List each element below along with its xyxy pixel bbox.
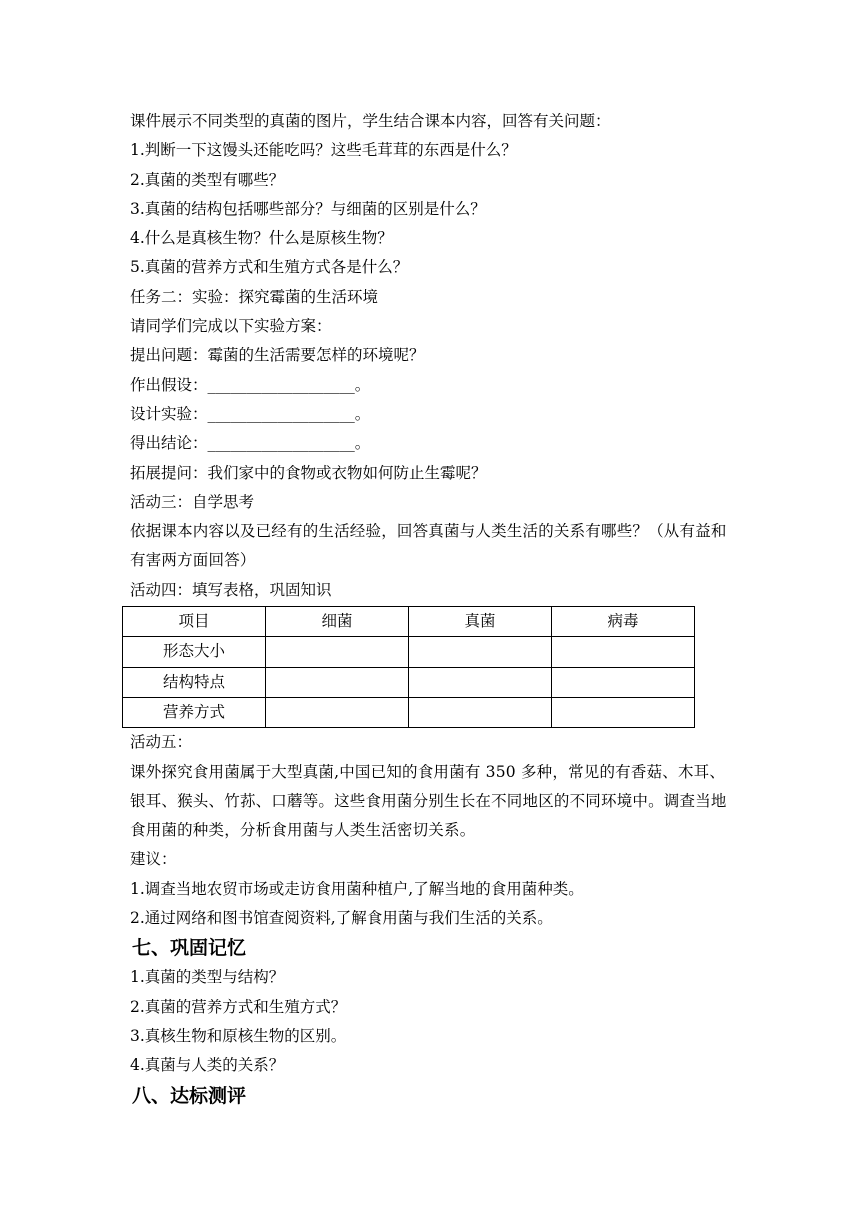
document-content: [130, 107, 740, 1111]
review-item: 1.真菌的类型与结构？: [130, 968, 285, 987]
suggestion-heading: 建议：: [130, 850, 177, 869]
table-cell: [552, 697, 695, 727]
table-cell: [409, 637, 552, 667]
experiment-hypothesis: 作出假设：___________________。: [130, 375, 371, 394]
table-header-cell: 项目: [123, 607, 266, 637]
table-row: [123, 697, 695, 727]
table-header-cell: 病毒: [552, 607, 695, 637]
comparison-table: [122, 606, 695, 728]
table-row-label: 营养方式: [123, 697, 266, 727]
question-2: 2.真菌的类型有哪些？: [130, 170, 285, 189]
table-cell: [552, 667, 695, 697]
suggestion-item: 1.调查当地农贸市场或走访食用菌种植户,了解当地的食用菌种类。: [130, 879, 584, 898]
table-row-label: 结构特点: [123, 667, 266, 697]
experiment-intro: 请同学们完成以下实验方案：: [130, 317, 332, 336]
activity5-paragraph: 课外探究食用菌属于大型真菌,中国已知的食用菌有 350 多种，常见的有香菇、木耳、银耳、猴头、竹荪、口蘑等。这些食用菌分别生长在不同地区的不同环境中。调查当地食用菌的种类，分析食用菌与人类生活密切关系。: [130, 762, 727, 840]
experiment-design: 设计实验：___________________。: [130, 404, 371, 423]
table-cell: [409, 667, 552, 697]
review-item: 2.真菌的营养方式和生殖方式？: [130, 997, 347, 1016]
experiment-question: 提出问题：霉菌的生活需要怎样的环境呢？: [130, 346, 425, 365]
section7-title: 七、巩固记忆: [132, 937, 247, 960]
suggestion-item: 2.通过网络和图书馆查阅资料,了解食用菌与我们生活的关系。: [130, 909, 553, 928]
activity3-paragraph: 依据课本内容以及已经有的生活经验，回答真菌与人类生活的关系有哪些？（从有益和有害两方面回答）: [130, 522, 727, 570]
table-header-cell: 细菌: [266, 607, 409, 637]
extension-question: 拓展提问：我们家中的食物或衣物如何防止生霉呢？: [130, 463, 487, 482]
table-header-row: [123, 607, 695, 637]
table-header-cell: 真菌: [409, 607, 552, 637]
review-item: 3.真核生物和原核生物的区别。: [130, 1026, 347, 1045]
activity3-heading: 活动三：自学思考: [130, 492, 255, 511]
task2-heading: 任务二：实验：探究霉菌的生活环境: [130, 287, 379, 306]
table-cell: [409, 697, 552, 727]
table-cell: [266, 697, 409, 727]
table-cell: [552, 637, 695, 667]
question-4: 4.什么是真核生物？什么是原核生物？: [130, 229, 393, 248]
table-cell: [266, 637, 409, 667]
question-5: 5.真菌的营养方式和生殖方式各是什么？: [130, 258, 409, 277]
table-cell: [266, 667, 409, 697]
review-item: 4.真菌与人类的关系？: [130, 1056, 285, 1075]
question-1: 1.判断一下这馒头还能吃吗？这些毛茸茸的东西是什么？: [130, 141, 517, 160]
question-3: 3.真菌的结构包括哪些部分？与细菌的区别是什么？: [130, 199, 486, 218]
section8-title: 八、达标测评: [132, 1084, 247, 1107]
activity4-heading: 活动四：填写表格，巩固知识: [130, 580, 332, 599]
activity5-heading: 活动五：: [130, 733, 193, 752]
table-row-label: 形态大小: [123, 637, 266, 667]
table-row: [123, 637, 695, 667]
table-row: [123, 667, 695, 697]
intro-line: 课件展示不同类型的真菌的图片，学生结合课本内容，回答有关问题：: [130, 112, 611, 130]
experiment-conclusion: 得出结论：___________________。: [130, 434, 371, 453]
